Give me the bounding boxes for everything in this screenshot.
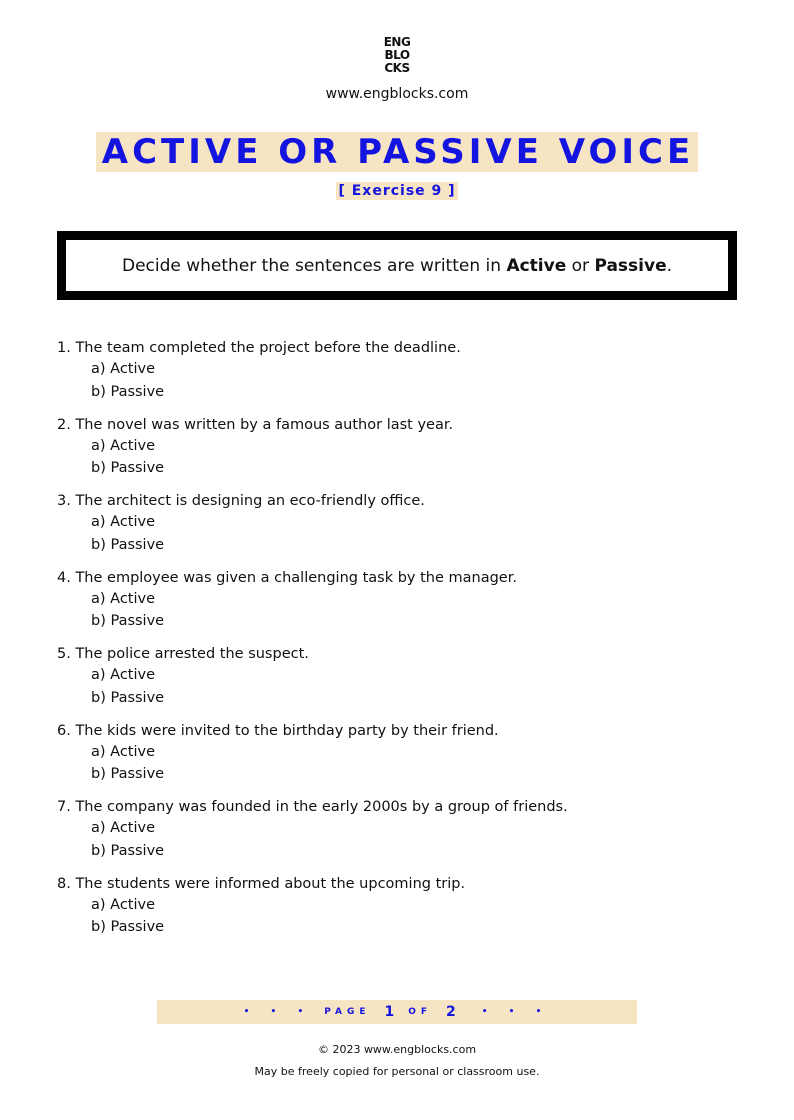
page-title: ACTIVE OR PASSIVE VOICE — [96, 132, 698, 172]
question-text: 3. The architect is designing an eco-friendly office. — [57, 493, 425, 509]
exercise-label: [ Exercise 9 ] — [338, 183, 456, 199]
option-a: a) Active — [91, 514, 156, 530]
option-a: a) Active — [91, 667, 156, 683]
option-b: b) Passive — [91, 460, 165, 476]
question-text: 5. The police arrested the suspect. — [57, 646, 309, 662]
option-b: b) Passive — [91, 689, 165, 706]
question-text: 6. The kids were invited to the birthday party by their friend. — [57, 722, 499, 739]
page-label: PAGE — [324, 1007, 371, 1017]
logo-line-1: ENG — [383, 35, 411, 49]
option-a: a) Active — [91, 361, 156, 377]
question-text: 2. The novel was written by a famous author last year. — [57, 416, 454, 433]
question-2 — [57, 415, 737, 492]
option-b: b) Passive — [91, 919, 165, 935]
question-7 — [57, 797, 737, 874]
instructions-passive: Passive — [594, 255, 667, 276]
instructions-box — [57, 231, 737, 300]
option-a: a) Active — [91, 743, 156, 760]
question-text: 8. The students were informed about the upcoming trip. — [57, 875, 466, 892]
instructions-post: . — [666, 255, 673, 276]
page-indicator — [157, 1000, 637, 1024]
question-5 — [57, 644, 737, 721]
page-total: 2 — [446, 1004, 456, 1020]
dots-left: • • • — [243, 1007, 313, 1017]
option-b: b) Passive — [91, 842, 165, 859]
option-b: b) Passive — [91, 613, 165, 629]
site-url: www.engblocks.com — [325, 86, 469, 102]
question-list — [57, 338, 737, 950]
option-b: b) Passive — [91, 766, 165, 782]
question-3 — [57, 491, 737, 568]
instructions-mid: or — [566, 255, 595, 276]
exercise-wrap — [0, 180, 794, 200]
question-4 — [57, 568, 737, 645]
license-note: May be freely copied for personal or classroom use. — [254, 1065, 540, 1078]
instructions-text — [122, 256, 672, 276]
copyright: © 2023 www.engblocks.com — [317, 1043, 477, 1056]
option-b: b) Passive — [91, 536, 165, 553]
option-a: a) Active — [91, 820, 156, 836]
option-b: b) Passive — [91, 383, 165, 400]
dots-right: • • • — [481, 1007, 551, 1017]
question-1 — [57, 338, 737, 415]
logo-line-2: BLO — [384, 48, 410, 62]
question-8 — [57, 874, 737, 951]
question-6 — [57, 721, 737, 798]
engblocks-logo — [0, 36, 794, 75]
option-a: a) Active — [91, 896, 156, 913]
instructions-active: Active — [506, 255, 567, 276]
question-text: 1. The team completed the project before the deadline. — [57, 340, 461, 356]
page-number: 1 — [384, 1004, 395, 1020]
question-text: 4. The employee was given a challenging task by the manager. — [57, 569, 517, 586]
logo-line-3: CKS — [384, 61, 410, 75]
title-wrap — [0, 132, 794, 172]
option-a: a) Active — [91, 590, 156, 607]
option-a: a) Active — [91, 437, 156, 454]
of-label: OF — [408, 1007, 433, 1017]
question-text: 7. The company was founded in the early 2000s by a group of friends. — [57, 799, 568, 815]
instructions-pre: Decide whether the sentences are written in — [121, 255, 507, 276]
